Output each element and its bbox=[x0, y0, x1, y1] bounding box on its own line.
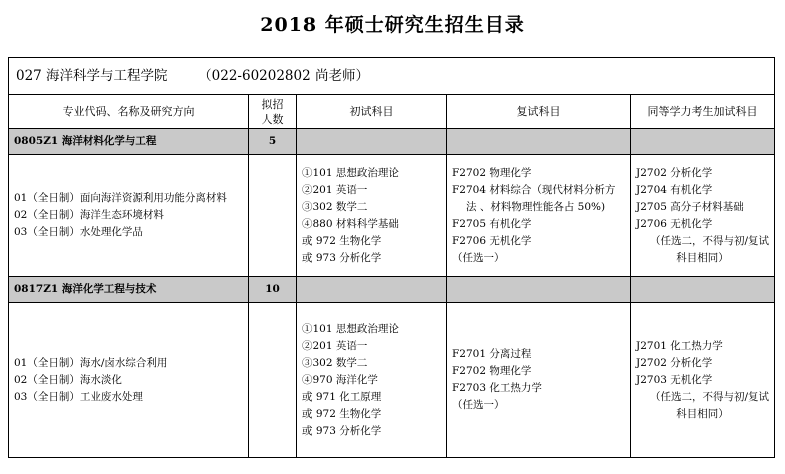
equivalent-subject: J2702 分析化学 bbox=[636, 356, 713, 369]
equivalent-subject: J2703 无机化学 bbox=[636, 373, 713, 386]
retest-subjects-cell bbox=[447, 155, 631, 277]
admission-catalog-table bbox=[8, 57, 775, 458]
header-initial: 初试科目 bbox=[297, 95, 447, 129]
direction-item: 02（全日制）海洋生态环境材料 bbox=[14, 209, 164, 221]
initial-subject: ②201 英语一 bbox=[302, 183, 368, 196]
direction-item: 01（全日制）海水/卤水综合利用 bbox=[14, 356, 168, 369]
retest-subjects-cell bbox=[447, 303, 631, 458]
equivalent-subject: 科目相同） bbox=[676, 251, 729, 264]
direction-item: 03（全日制）工业废水处理 bbox=[14, 390, 143, 403]
direction-item: 02（全日制）海水淡化 bbox=[14, 373, 122, 386]
equivalent-subject: 科目相同） bbox=[676, 407, 729, 420]
retest-subject: F2702 物理化学 bbox=[452, 365, 532, 377]
major-code-name: 0817Z1 海洋化学工程与技术 bbox=[9, 277, 249, 303]
equivalent-subject: （任选二，不得与初/复试 bbox=[650, 234, 770, 247]
initial-subjects-cell bbox=[297, 303, 447, 458]
initial-subject: ④970 海洋化学 bbox=[302, 373, 378, 386]
retest-subject: F2706 无机化学 bbox=[452, 234, 532, 247]
major-code-name: 0805Z1 海洋材料化学与工程 bbox=[9, 129, 249, 155]
header-quota-line2: 人数 bbox=[261, 112, 284, 126]
major-row bbox=[9, 129, 775, 155]
header-quota bbox=[249, 95, 297, 129]
directions-cell bbox=[9, 155, 249, 277]
initial-subject: ③302 数学二 bbox=[302, 200, 368, 213]
equivalent-subject: J2701 化工热力学 bbox=[636, 339, 723, 352]
header-major: 专业代码、名称及研究方向 bbox=[9, 95, 249, 129]
initial-subject: ①101 思想政治理论 bbox=[302, 322, 399, 335]
equivalent-subject: （任选二，不得与初/复试 bbox=[650, 390, 770, 403]
retest-subject: F2702 物理化学 bbox=[452, 166, 532, 179]
retest-subject: 法 、材料物理性能各占 50%) bbox=[466, 200, 606, 213]
major-quota: 10 bbox=[249, 277, 297, 303]
initial-subject: 或 971 化工原理 bbox=[302, 390, 382, 403]
equivalent-subject: J2705 高分子材料基础 bbox=[636, 200, 744, 213]
initial-subject: ④880 材料科学基础 bbox=[302, 217, 399, 230]
equivalent-subject: J2704 有机化学 bbox=[636, 183, 713, 196]
direction-item: 03（全日制）水处理化学品 bbox=[14, 226, 143, 238]
directions-cell bbox=[9, 303, 249, 458]
major-quota: 5 bbox=[249, 129, 297, 155]
retest-subject: （任选一） bbox=[452, 399, 505, 411]
department-label: 027 海洋科学与工程学院 bbox=[16, 67, 168, 84]
major-detail-row bbox=[9, 303, 775, 458]
initial-subject: 或 972 生物化学 bbox=[302, 234, 382, 247]
header-row bbox=[9, 95, 775, 129]
initial-subject: ①101 思想政治理论 bbox=[302, 166, 399, 179]
retest-subject: （任选一） bbox=[452, 251, 505, 264]
initial-subject: ②201 英语一 bbox=[302, 339, 368, 352]
department-cell bbox=[9, 58, 775, 95]
equivalent-subject: J2702 分析化学 bbox=[636, 166, 713, 179]
major-row bbox=[9, 277, 775, 303]
retest-subject: F2705 有机化学 bbox=[452, 217, 532, 230]
header-retest: 复试科目 bbox=[447, 95, 631, 129]
retest-subject: F2701 分离过程 bbox=[452, 348, 532, 360]
initial-subject: 或 973 分析化学 bbox=[302, 251, 382, 264]
initial-subject: 或 972 生物化学 bbox=[302, 407, 382, 420]
initial-subjects-cell bbox=[297, 155, 447, 277]
header-quota-line1: 拟招 bbox=[261, 97, 284, 111]
equivalent-subject: J2706 无机化学 bbox=[636, 217, 713, 230]
initial-subject: ③302 数学二 bbox=[302, 356, 368, 369]
equivalent-subjects-cell bbox=[631, 155, 775, 277]
retest-subject: F2704 材料综合（现代材料分析方 bbox=[452, 183, 616, 196]
retest-subject: F2703 化工热力学 bbox=[452, 382, 542, 394]
department-contact: （022-60202802 尚老师） bbox=[198, 67, 369, 84]
department-row bbox=[9, 58, 775, 95]
page-title: 2018 年硕士研究生招生目录 bbox=[260, 14, 525, 36]
header-equivalent: 同等学力考生加试科目 bbox=[631, 95, 775, 129]
major-detail-row bbox=[9, 155, 775, 277]
initial-subject: 或 973 分析化学 bbox=[302, 424, 382, 437]
direction-item: 01（全日制）面向海洋资源利用功能分离材料 bbox=[14, 192, 227, 204]
equivalent-subjects-cell bbox=[631, 303, 775, 458]
